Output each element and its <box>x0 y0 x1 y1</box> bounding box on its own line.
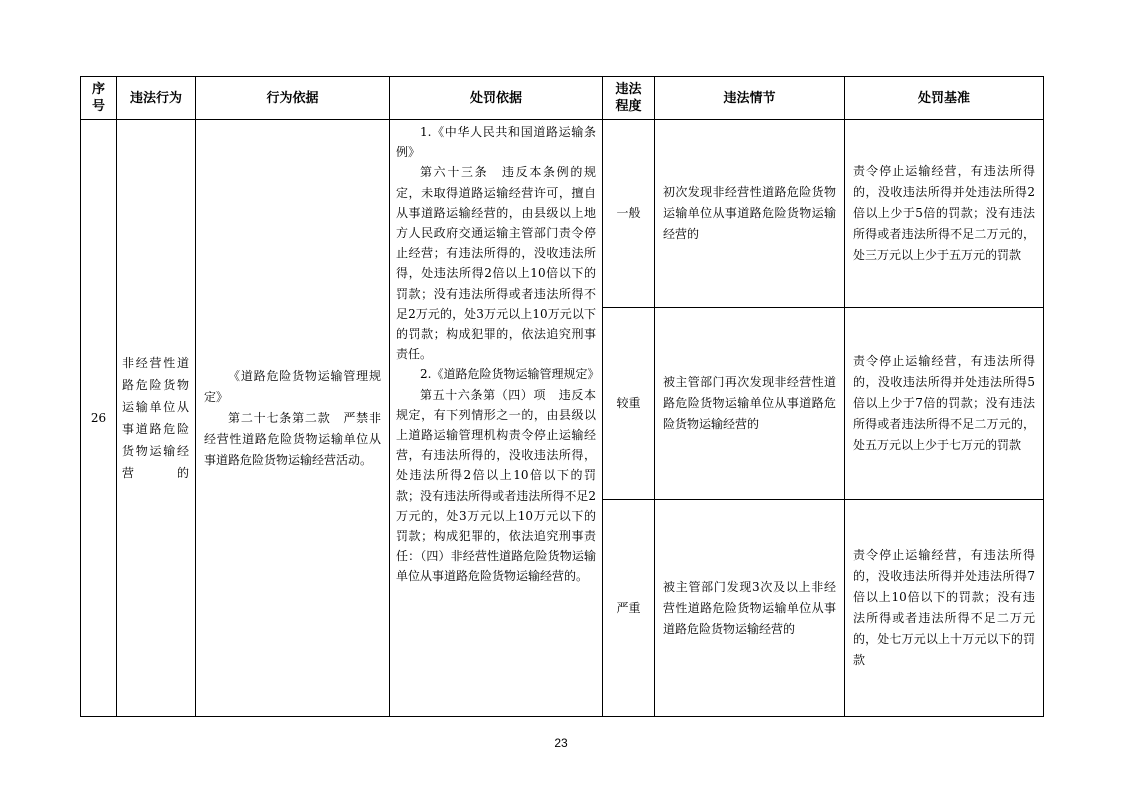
header-standard: 处罚基准 <box>845 77 1044 120</box>
header-seq: 序号 <box>81 77 117 120</box>
basis-title: 《道路危险货物运输管理规定》 <box>204 368 381 404</box>
header-degree: 违法程度 <box>603 77 655 120</box>
standard-severe: 责令停止运输经营，有违法所得的，没收违法所得并处违法所得7倍以上10倍以下的罚款；没有违法所得或者违法所得不足二万元的，处七万元以上十万元以下的罚款 <box>845 500 1044 717</box>
header-penalty-basis: 处罚依据 <box>390 77 603 120</box>
penalty-basis-title-2: 2.《道路危险货物运输管理规定》 <box>420 367 600 382</box>
penalty-basis-clause-1: 第六十三条 违反本条例的规定，未取得道路运输经营许可，擅自从事道路运输经营的，由县级以上地方人民政府交通运输主管部门责令停止经营；有违法所得的，没收违法所得，处违法所得2倍以上10倍以下的罚款；没有违法所得或者违法所得不足2万元的，处3万元以上10万元以下的罚款；构成犯罪的，依法追究刑事责任。 <box>396 165 596 362</box>
penalty-standard-table <box>80 76 1044 717</box>
page-number: 23 <box>554 736 568 750</box>
degree-severe: 严重 <box>603 500 655 717</box>
circumstance-serious: 被主管部门再次发现非经营性道路危险货物运输单位从事道路危险货物运输经营的 <box>655 308 845 500</box>
header-row <box>81 77 1044 120</box>
standard-serious: 责令停止运输经营，有违法所得的，没收违法所得并处违法所得5倍以上少于7倍的罚款；没有违法所得或者违法所得不足二万元的，处五万元以上少于七万元的罚款 <box>845 308 1044 500</box>
standard-general: 责令停止运输经营，有违法所得的，没收违法所得并处违法所得2倍以上少于5倍的罚款；没有违法所得或者违法所得不足二万元的，处三万元以上少于五万元的罚款 <box>845 120 1044 308</box>
penalty-basis-title-1: 1.《中华人民共和国道路运输条例》 <box>396 125 596 160</box>
degree-serious: 较重 <box>603 308 655 500</box>
header-violation: 违法行为 <box>117 77 196 120</box>
header-basis: 行为依据 <box>196 77 390 120</box>
row-penalty-basis <box>390 120 603 717</box>
row-violation: 非经营性道路危险货物运输单位从事道路危险货物运输经营的 <box>117 120 196 717</box>
circumstance-general: 初次发现非经营性道路危险货物运输单位从事道路危险货物运输经营的 <box>655 120 845 308</box>
table-row <box>81 120 1044 308</box>
degree-general: 一般 <box>603 120 655 308</box>
row-basis <box>196 120 390 717</box>
penalty-basis-clause-2: 第五十六条第（四）项 违反本规定，有下列情形之一的，由县级以上道路运输管理机构责令停止运输经营，有违法所得的，没收违法所得，处违法所得2倍以上10倍以下的罚款；没有违法所得或者违法所得不足2万元的，处3万元以上10万元以下的罚款；构成犯罪的，依法追究刑事责任：（四）非经营性道路危险货物运输单位从事道路危险货物运输经营的。 <box>396 387 596 584</box>
basis-clause: 第二十七条第二款 严禁非经营性道路危险货物运输单位从事道路危险货物运输经营活动。 <box>204 410 381 467</box>
header-circumstance: 违法情节 <box>655 77 845 120</box>
row-seq: 26 <box>81 120 117 717</box>
circumstance-severe: 被主管部门发现3次及以上非经营性道路危险货物运输单位从事道路危险货物运输经营的 <box>655 500 845 717</box>
